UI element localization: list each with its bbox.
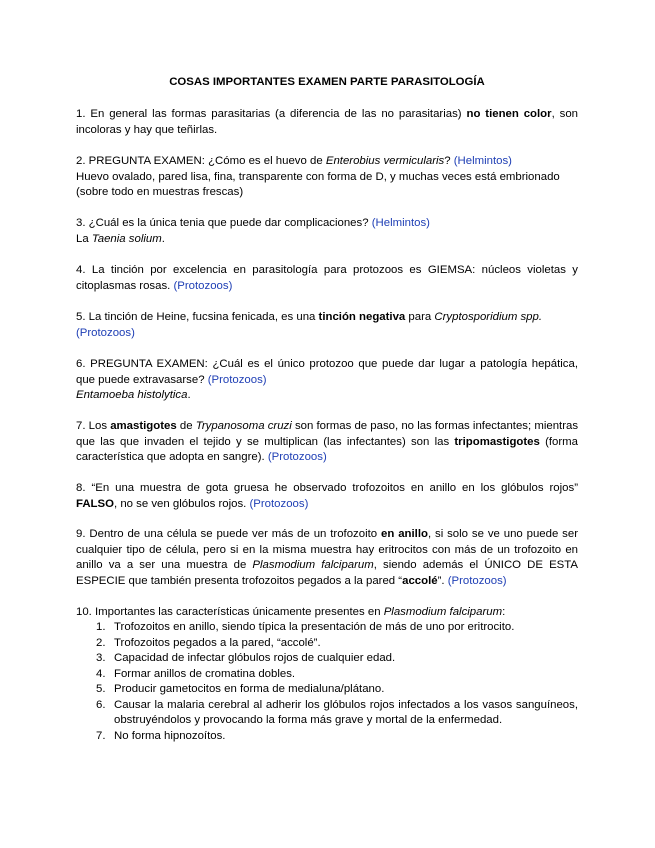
p4-text: 4. La tinción por excelencia en parasitología para protozoos es GIEMSA: núcleos violetas y citoplasmas rosas. <box>76 264 578 292</box>
p7-text-a: 7. Los <box>76 420 111 432</box>
paragraph-5 <box>76 310 578 341</box>
paragraph-8 <box>76 481 578 512</box>
p3-text-b: La <box>76 232 92 245</box>
p7-category-tag: (Protozoos) <box>267 451 327 463</box>
paragraph-6 <box>76 357 578 404</box>
paragraph-10-heading <box>76 605 578 621</box>
p2-answer: Huevo ovalado, pared lisa, fina, transparente con forma de D, y muchas veces está embrionado (sobre todo en muestras frescas) <box>76 170 560 198</box>
p9-text-g: ”. <box>437 574 448 587</box>
p8-category-tag: (Protozoos) <box>249 497 309 510</box>
p6-species: Entamoeba histolytica <box>76 389 188 401</box>
p6-answer <box>76 388 578 404</box>
p8-text-a: 8. “En una muestra de gota gruesa he observado trofozoitos en anillo en los glóbulos rojos” <box>76 482 578 494</box>
p3-text-d: . <box>161 232 165 245</box>
p2-category-tag: (Helmintos) <box>453 155 512 167</box>
list-item: 5. Producir gametocitos en forma de medialuna/plátano. <box>96 683 385 695</box>
p9-bold-accole: accolé <box>402 574 438 587</box>
p7-text-g: (forma característica que adopta en sangre). <box>76 435 578 463</box>
p7-text-c: de <box>176 420 196 432</box>
p6-question <box>76 357 578 388</box>
p7-text-e: son formas de paso, no las formas infectantes; mientras que las que invaden el tejido y se multiplican (las infectantes) son las <box>76 420 579 448</box>
p1-text-c: , son incoloras y hay que teñirlas. <box>76 108 578 136</box>
p3-species: Taenia solium <box>91 232 162 245</box>
p5-text-c: para <box>405 311 435 323</box>
list-item: 3. Capacidad de infectar glóbulos rojos de cualquier edad. <box>96 652 396 664</box>
p9-species: Plasmodium falciparum <box>252 559 374 571</box>
p2-text-a: 2. PREGUNTA EXAMEN: ¿Cómo es el huevo de <box>76 155 326 167</box>
p10-species: Plasmodium falciparum <box>383 606 503 618</box>
p8-text-c: , no se ven glóbulos rojos. <box>113 497 250 510</box>
paragraph-2 <box>76 154 578 201</box>
p9-category-tag: (Protozoos) <box>447 574 507 587</box>
list-item: 6. Causar la malaria cerebral al adherir los glóbulos rojos infectados a los vasos sanguíneos, obstruyéndolos y provocando la forma más grave y mortal de la enfermedad. <box>96 698 578 726</box>
p10-text-c: : <box>502 606 506 618</box>
list-item: 7. No forma hipnozoítos. <box>96 729 226 742</box>
p2-question <box>76 154 578 170</box>
document-title: COSAS IMPORTANTES EXAMEN PARTE PARASITOLOGÍA <box>169 76 485 88</box>
p5-bold: tinción negativa <box>318 311 406 323</box>
paragraph-7 <box>76 419 578 466</box>
p10-text-a: 10. Importantes las características únicamente presentes en <box>76 606 384 618</box>
paragraph-3 <box>76 216 578 247</box>
p5-category-tag: (Protozoos) <box>76 326 135 339</box>
p7-species: Trypanosoma cruzi <box>195 420 292 432</box>
p9-text-e: , siendo además el ÚNICO DE ESTA ESPECIE que también presenta trofozoitos pegados a la pared “ <box>76 559 578 587</box>
p7-bold-tripomastigotes: tripomastigotes <box>454 435 540 448</box>
p5-species: Cryptosporidium spp. <box>434 311 543 323</box>
list-item: 4. Formar anillos de cromatina dobles. <box>96 667 296 680</box>
p6-text-a: 6. PREGUNTA EXAMEN: ¿Cuál es el único protozoo que puede dar lugar a patología hepática, que puede extravasarse? <box>76 358 578 386</box>
p2-text-c: ? <box>444 155 454 167</box>
p3-question <box>76 216 578 232</box>
p9-text-c: , si solo se ve uno puede ser cualquier tipo de célula, pero si en la misma muestra hay eritrocitos con más de un trofozoito en anillo va a ser una muestra de <box>76 528 579 571</box>
p3-text-a: 3. ¿Cuál es la única tenia que puede dar complicaciones? <box>76 217 372 229</box>
p1-bold: no tienen color <box>466 108 552 120</box>
paragraph-4 <box>76 263 578 294</box>
p8-bold: FALSO <box>76 497 114 510</box>
p1-text-a: 1. En general las formas parasitarias (a diferencia de las no parasitarias) <box>76 108 467 120</box>
p4-category-tag: (Protozoos) <box>173 279 233 292</box>
p6-text-c: . <box>187 389 191 401</box>
list-item: 2. Trofozoitos pegados a la pared, “accolé”. <box>96 636 321 649</box>
p3-category-tag: (Helmintos) <box>371 217 430 229</box>
p9-bold: en anillo <box>381 528 428 540</box>
list-item: 1. Trofozoitos en anillo, siendo típica la presentación de más de uno por eritrocito. <box>96 621 515 633</box>
p7-bold-amastigotes: amastigotes <box>110 420 177 432</box>
paragraph-9 <box>76 527 578 589</box>
p9-text-a: 9. Dentro de una célula se puede ver más de un trofozoito <box>76 528 382 540</box>
p3-answer <box>76 232 578 248</box>
p6-category-tag: (Protozoos) <box>207 373 267 386</box>
p2-species: Enterobius vermicularis <box>325 155 445 167</box>
paragraph-1 <box>76 107 578 138</box>
characteristics-list <box>76 620 578 744</box>
p5-text-a: 5. La tinción de Heine, fucsina fenicada, es una <box>76 311 319 323</box>
